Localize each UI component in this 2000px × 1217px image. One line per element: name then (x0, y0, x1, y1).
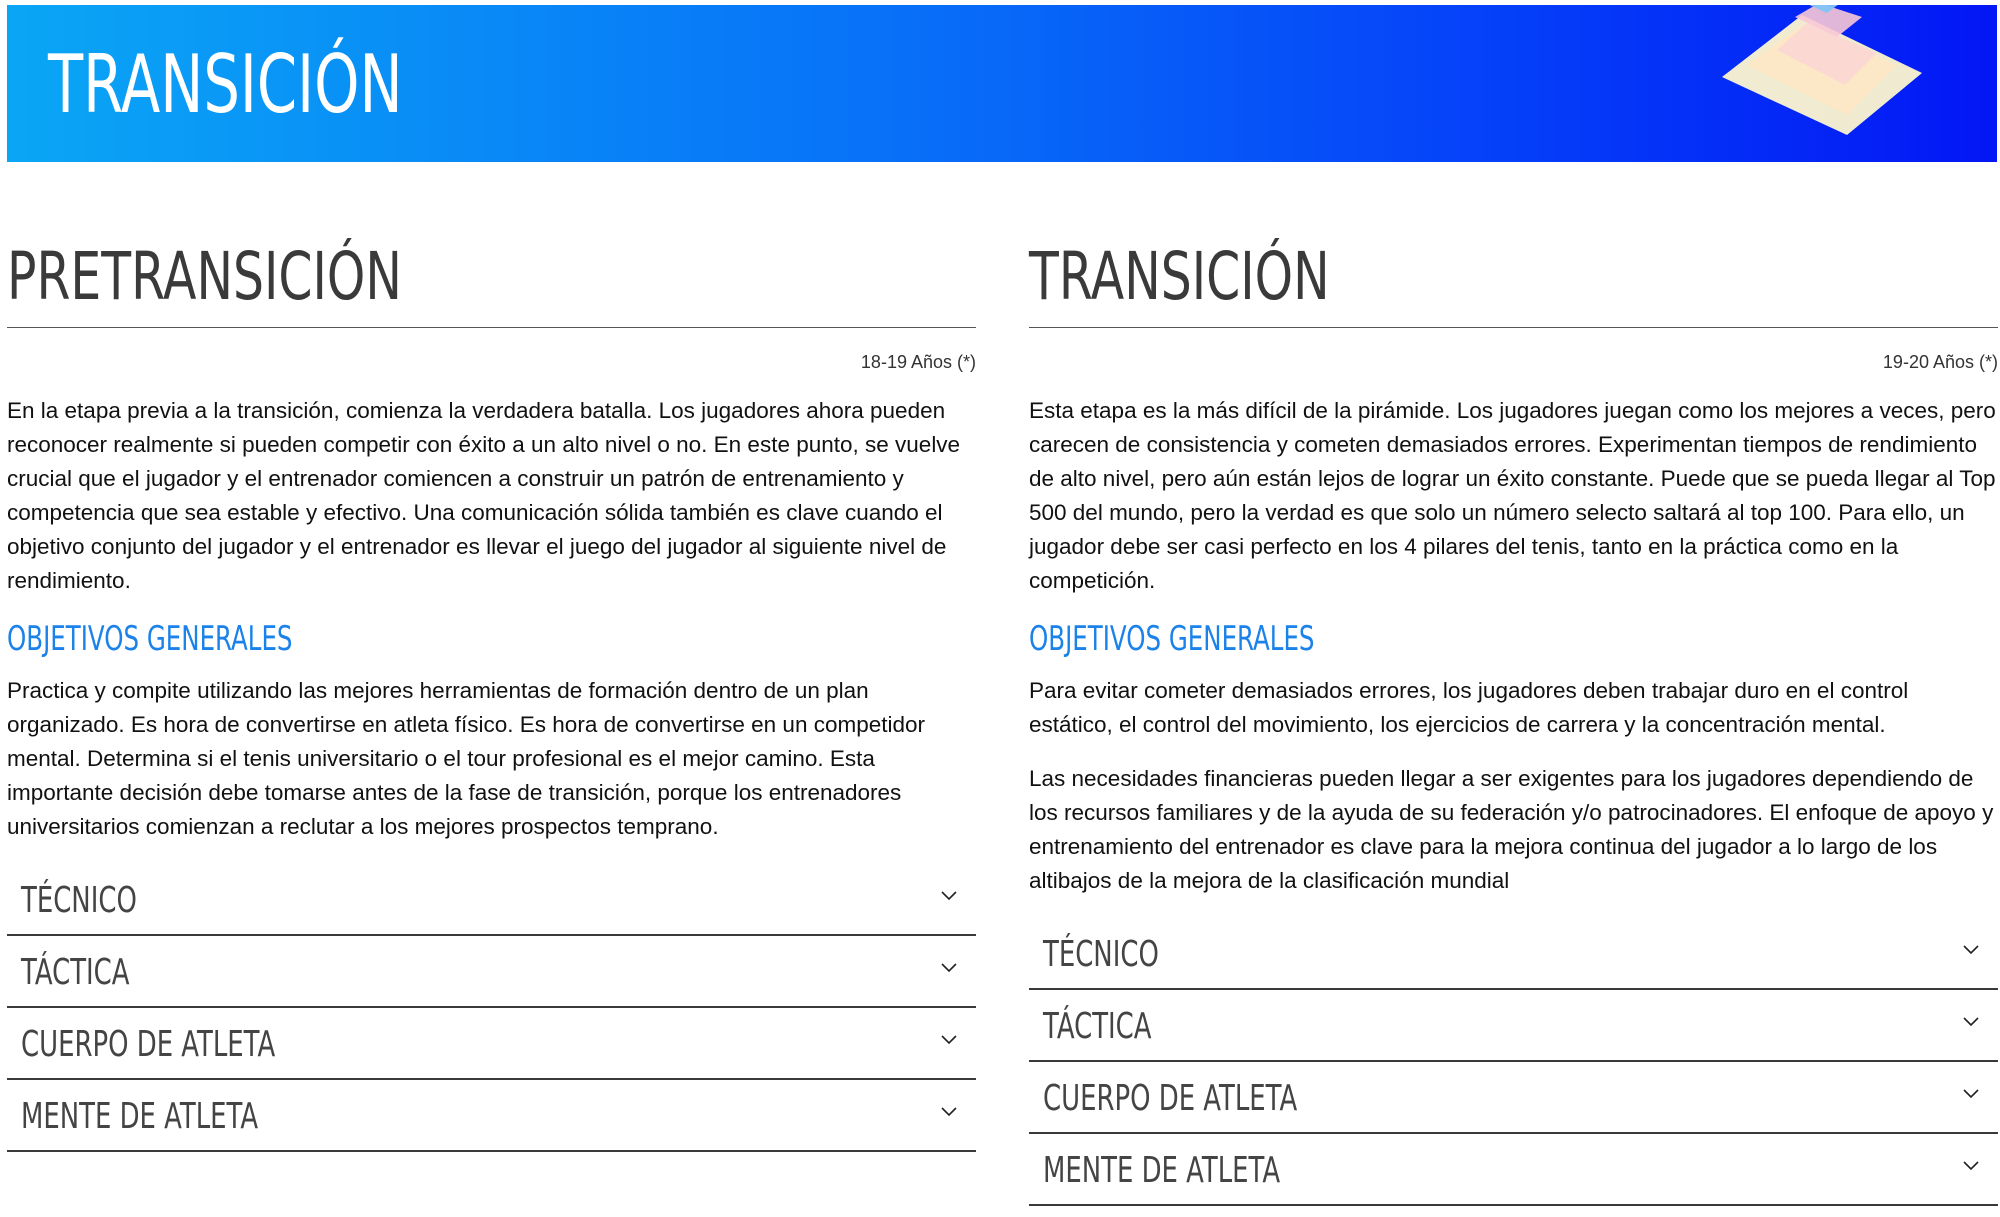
accordion-item-technical[interactable] (1029, 918, 1998, 990)
accordion-label: MENTE DE ATLETA (21, 1096, 259, 1137)
section-intro: En la etapa previa a la transición, comienza la verdadera batalla. Los jugadores ahora pueden reconocer realmente si pueden competir con éxito a un alto nivel o no. En este punto, se vuelve crucial que el jugador y el entrenador comiencen a construir un patrón de entrenamiento y competencia que sea estable y efectivo. Una comunicación sólida también es clave cuando el objetivo conjunto del jugador y el entrenador es llevar el juego del jugador al siguiente nivel de rendimiento. (7, 398, 961, 593)
accordion-item-athlete-mind[interactable] (7, 1080, 976, 1152)
chevron-down-icon[interactable] (940, 1030, 958, 1048)
pretransition-accordion (7, 864, 976, 1152)
objectives-paragraph: Practica y compite utilizando las mejores herramientas de formación dentro de un plan organizado. Es hora de convertirse en atleta físico. Es hora de convertirse en un competidor mental. Determina si el tenis universitario o el tour profesional es el mejor camino. Esta importante decisión debe tomarse antes de la fase de transición, porque los entrenadores universitarios comienzan a reclutar a los mejores prospectos temprano. (7, 678, 926, 839)
age-range: 18-19 Años (*) (860, 352, 976, 372)
accordion-item-technical[interactable] (7, 864, 976, 936)
chevron-down-icon[interactable] (1962, 940, 1980, 958)
accordion-item-tactics[interactable] (7, 936, 976, 1008)
objectives-heading: OBJETIVOS GENERALES (1029, 619, 1315, 659)
accordion-label: CUERPO DE ATLETA (1043, 1078, 1298, 1119)
section-intro: Esta etapa es la más difícil de la pirámide. Los jugadores juegan como los mejores a veces, pero carecen de consistencia y cometen demasiados errores. Experimentan tiempos de rendimiento de alto nivel, pero aún están lejos de lograr un éxito constante. Puede que se pueda llegar al Top 500 del mundo, pero la verdad es que solo un número selecto saltará al top 100. Para ello, un jugador debe ser casi perfecto en los 4 pilares del tenis, tanto en la práctica como en la competición. (1029, 398, 1996, 593)
chevron-down-icon[interactable] (1962, 1156, 1980, 1174)
accordion-item-athlete-body[interactable] (7, 1008, 976, 1080)
accordion-label: TÁCTICA (21, 952, 130, 993)
accordion-item-tactics[interactable] (1029, 990, 1998, 1062)
chevron-down-icon[interactable] (940, 1102, 958, 1120)
accordion-label: TÉCNICO (21, 880, 137, 921)
section-divider (1029, 327, 1998, 328)
page-banner (7, 5, 1997, 162)
chevron-down-icon[interactable] (940, 886, 958, 904)
banner-title: TRANSICIÓN (48, 38, 403, 131)
accordion-label: TÉCNICO (1043, 934, 1159, 975)
chevron-down-icon[interactable] (940, 958, 958, 976)
objectives-heading: OBJETIVOS GENERALES (7, 619, 293, 659)
objectives-paragraph: Las necesidades financieras pueden llegar a ser exigentes para los jugadores dependiendo de los recursos familiares y de la ayuda de su federación y/o patrocinadores. El enfoque de apoyo y entrenamiento del entrenador es clave para la mejora continua del jugador a lo largo de los altibajos de la mejora de la clasificación mundial (1029, 766, 1994, 893)
section-title: TRANSICIÓN (1029, 238, 1330, 315)
transition-accordion (1029, 918, 1998, 1206)
chevron-down-icon[interactable] (1962, 1012, 1980, 1030)
section-divider (7, 327, 976, 328)
pyramid-illustration-icon (1697, 5, 1937, 145)
accordion-label: TÁCTICA (1043, 1006, 1152, 1047)
accordion-label: CUERPO DE ATLETA (21, 1024, 276, 1065)
objectives-paragraph: Para evitar cometer demasiados errores, los jugadores deben trabajar duro en el control estático, el control del movimiento, los ejercicios de carrera y la concentración mental. (1029, 678, 1909, 737)
section-title: PRETRANSICIÓN (7, 238, 402, 315)
chevron-down-icon[interactable] (1962, 1084, 1980, 1102)
accordion-item-athlete-mind[interactable] (1029, 1134, 1998, 1206)
age-range: 19-20 Años (*) (1882, 352, 1998, 372)
accordion-item-athlete-body[interactable] (1029, 1062, 1998, 1134)
accordion-label: MENTE DE ATLETA (1043, 1150, 1281, 1191)
